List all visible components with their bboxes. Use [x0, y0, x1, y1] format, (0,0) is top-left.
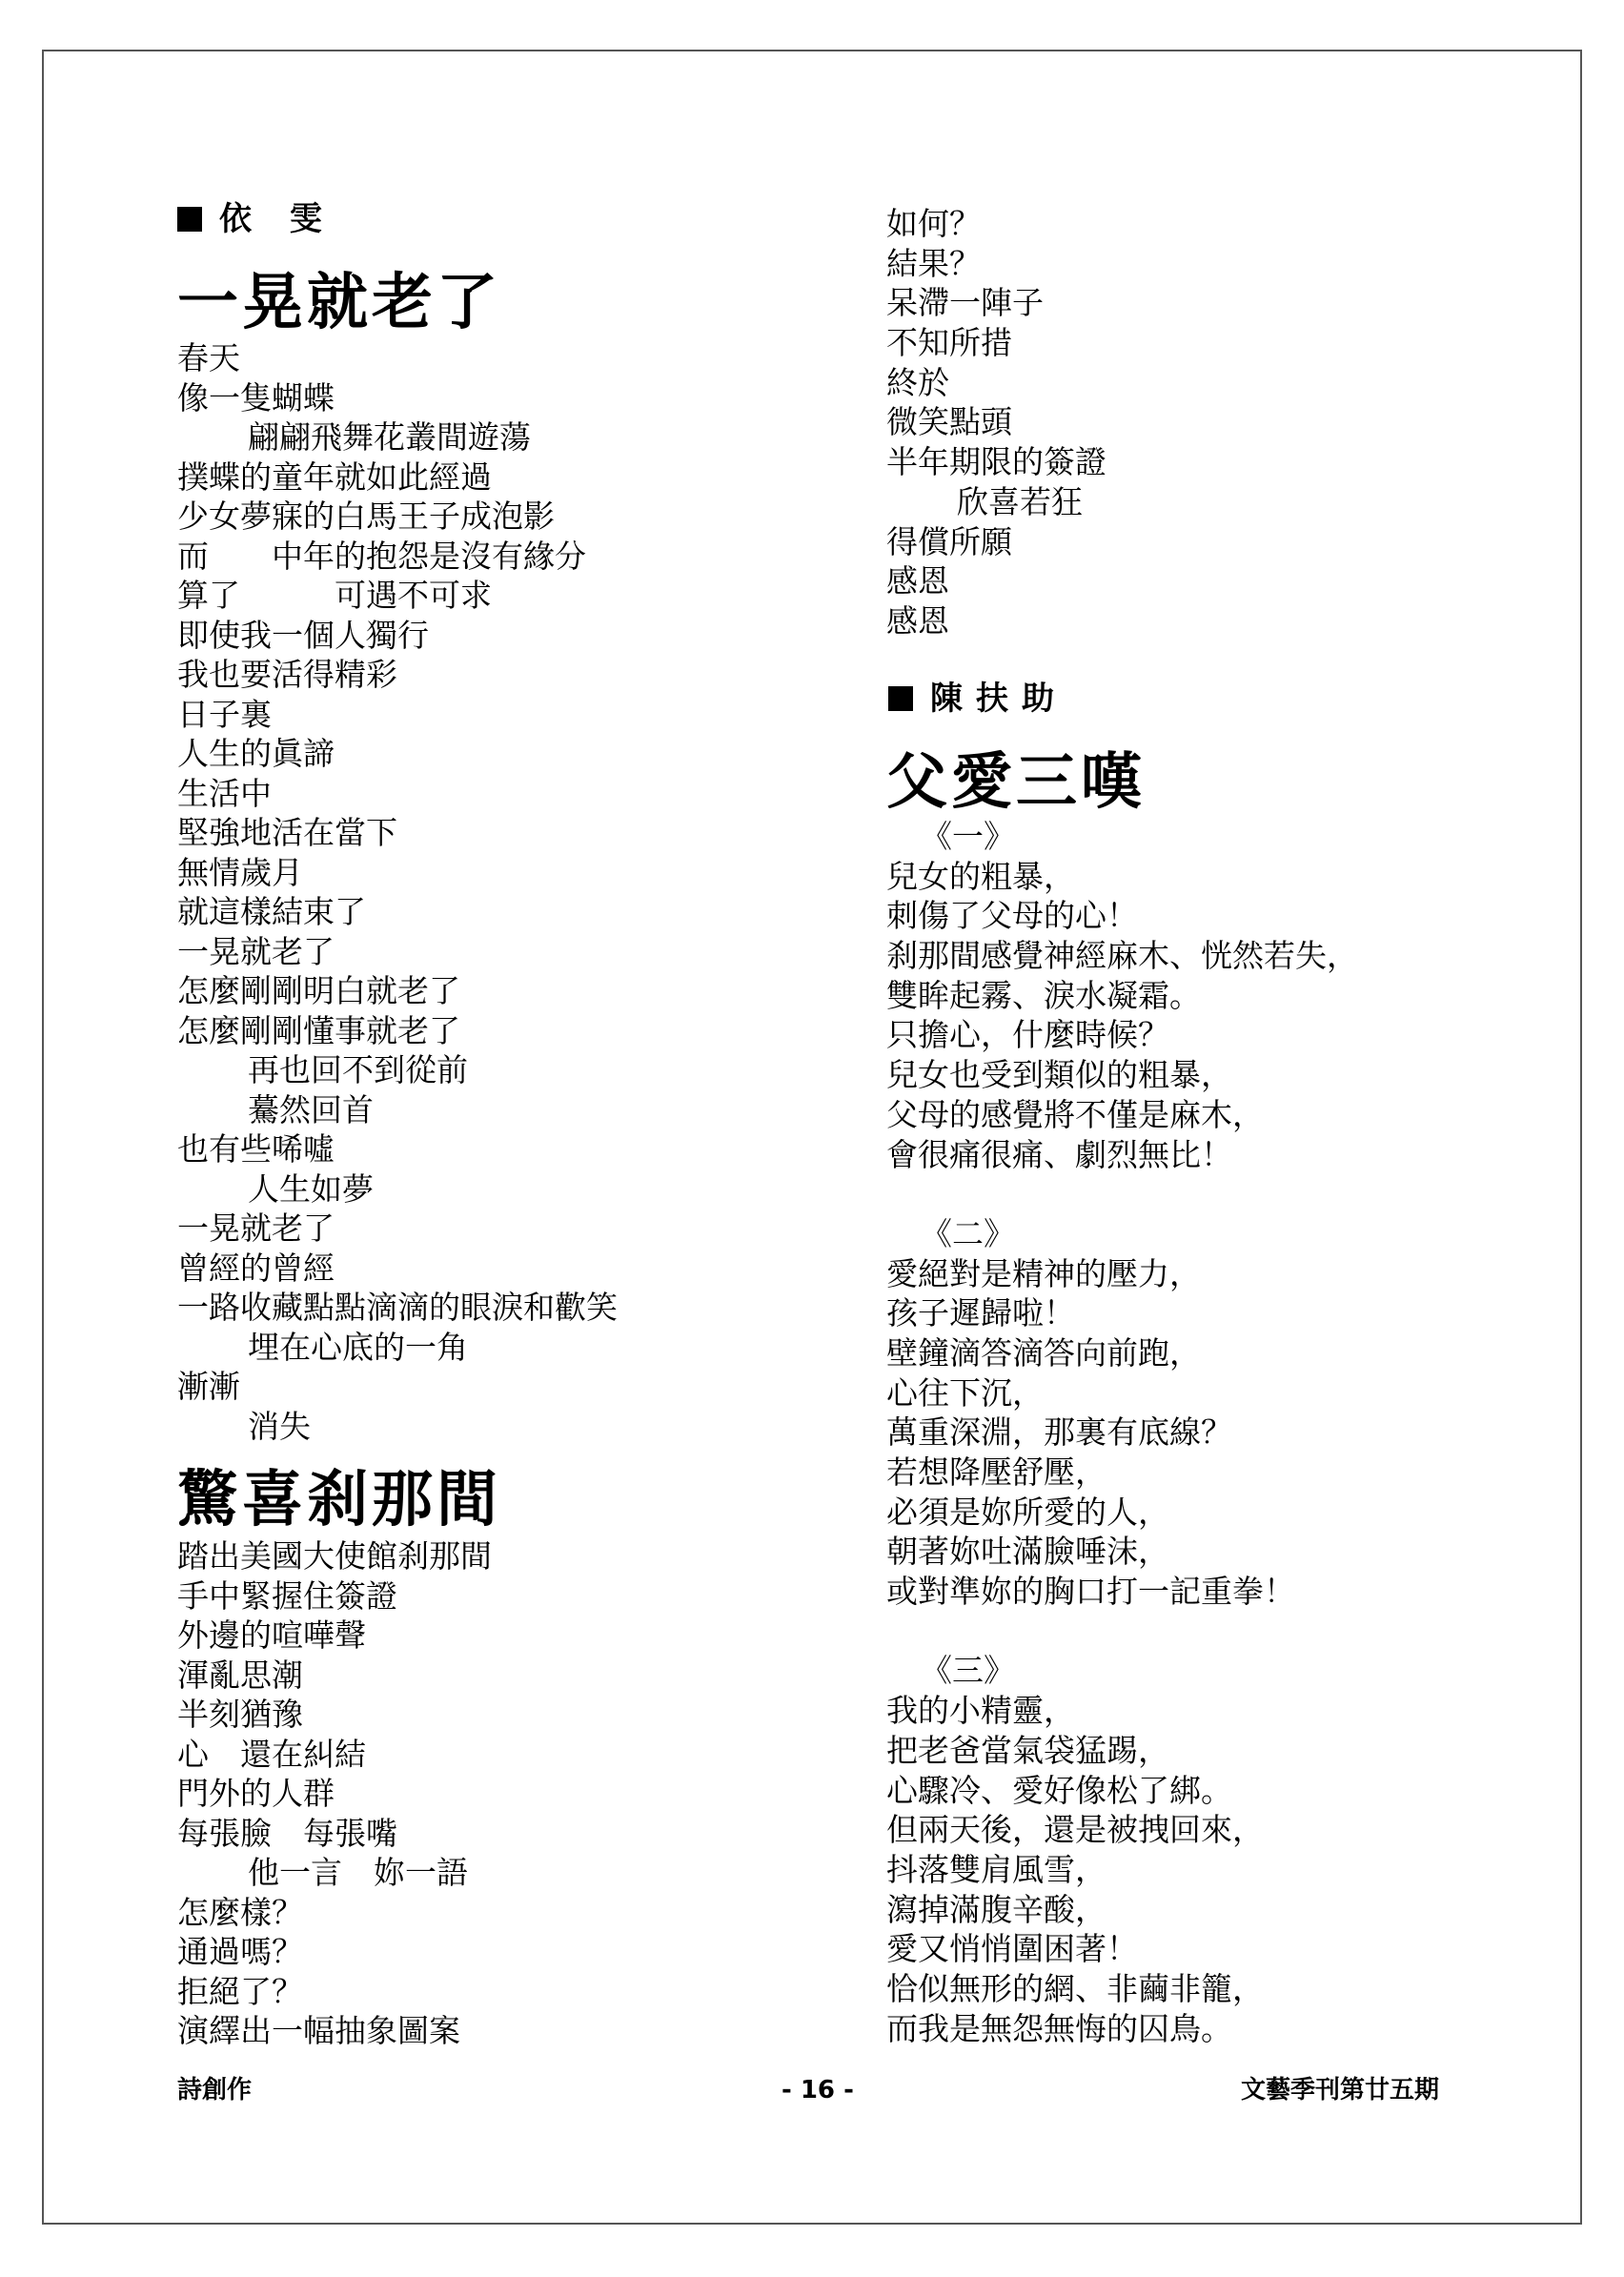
poem-line: 外邊的喧嘩聲 [177, 1616, 366, 1654]
poem-line: 一晃就老了 [177, 932, 335, 970]
poem-line: 得償所願 [886, 522, 1012, 560]
stanza-gap [886, 1174, 1358, 1214]
poem-line: 只擔心，什麼時候？ [886, 1016, 1169, 1054]
poem-line: 驀然回首 [248, 1090, 374, 1128]
poem-line: 抖落雙肩風雪， [886, 1850, 1106, 1888]
author-name-text: 陳扶助 [930, 680, 1067, 718]
poem-line: 像一隻蝴蝶 [177, 378, 335, 417]
poem-title: 驚喜刹那間 [177, 1464, 501, 1535]
poem-line: 通過嗎？ [177, 1933, 303, 1970]
poem-line: 父母的感覺將不僅是麻木， [886, 1095, 1264, 1133]
poem-line: 把老爸當氣袋猛踢， [886, 1731, 1169, 1769]
poem-line: 孩子遲歸啦！ [886, 1294, 1075, 1332]
poem-body [886, 817, 1358, 2048]
poem-body [177, 338, 618, 1446]
poem-line: 埋在心底的一角 [248, 1328, 468, 1366]
poem-body-continued [886, 204, 1106, 641]
black-square-bullet-icon [177, 207, 202, 232]
poem-title: 父愛三嘆 [886, 746, 1146, 818]
poem-line: 也有些唏噓 [177, 1130, 335, 1168]
poem-line: 終於 [886, 363, 949, 401]
poem-line: 人生如夢 [248, 1169, 374, 1208]
poem-line: 萬重深淵，那裏有底線？ [886, 1413, 1232, 1452]
poem-line: 手中緊握住簽證 [177, 1576, 397, 1615]
section-heading: 《三》 [921, 1652, 1015, 1690]
author-name [888, 680, 1067, 718]
poem-line: 每張臉 每張嘴 [177, 1814, 397, 1852]
poem-line: 雙眸起霧、淚水凝霜。 [886, 976, 1201, 1014]
poem-line: 必須是妳所愛的人， [886, 1493, 1169, 1531]
poem-line: 但兩天後，還是被拽回來， [886, 1811, 1264, 1849]
poem-line: 結果？ [886, 244, 981, 282]
poem-line: 踏出美國大使館刹那間 [177, 1537, 492, 1575]
poem-line: 拒絕了？ [177, 1972, 303, 2010]
poem-body [177, 1536, 492, 2051]
poem-line: 壁鐘滴答滴答向前跑， [886, 1333, 1201, 1372]
poem-line: 欣喜若狂 [957, 482, 1083, 520]
poem-line: 怎麼樣？ [177, 1893, 303, 1931]
poem-line: 就這樣結束了 [177, 893, 366, 930]
author-name-text: 依 雯 [219, 200, 335, 238]
poem-line: 刺傷了父母的心！ [886, 897, 1138, 935]
poem-line: 春天 [177, 339, 240, 376]
poem-line: 堅強地活在當下 [177, 814, 397, 851]
poem-line: 我也要活得精彩 [177, 656, 397, 693]
section-heading: 《二》 [921, 1214, 1015, 1252]
poem-line: 消失 [248, 1407, 311, 1445]
poem-line: 我的小精靈， [886, 1692, 1075, 1730]
poem-line: 日子裏 [177, 695, 272, 733]
poem-line: 半年期限的簽證 [886, 443, 1106, 481]
poem-line: 感恩 [886, 562, 949, 600]
footer-issue-label: 文藝季刊第廿五期 [1241, 2076, 1440, 2104]
poem-line: 怎麼剛剛明白就老了 [177, 972, 460, 1009]
poem-line: 即使我一個人獨行 [177, 616, 429, 654]
poem-line: 再也回不到從前 [248, 1051, 468, 1088]
poem-line: 撲蝶的童年就如此經過 [177, 457, 492, 496]
poem-line: 門外的人群 [177, 1775, 335, 1812]
poem-line: 生活中 [177, 774, 272, 812]
poem-line: 心驟冷、愛好像松了綁。 [886, 1771, 1232, 1809]
poem-line: 算了 可遇不可求 [177, 577, 492, 614]
poem-line: 一路收藏點點滴滴的眼淚和歡笑 [177, 1289, 618, 1326]
poem-line: 而我是無怨無悔的囚鳥。 [886, 2009, 1232, 2047]
poem-line: 如何？ [886, 205, 981, 242]
author-name [177, 200, 335, 238]
poem-line: 無情歲月 [177, 853, 303, 891]
poem-line: 呆滯一陣子 [886, 284, 1044, 322]
poem-line: 會很痛很痛、劇烈無比！ [886, 1135, 1232, 1173]
poem-line: 兒女的粗暴， [886, 857, 1075, 895]
stanza-gap [886, 1612, 1358, 1652]
footer-section-label: 詩創作 [177, 2076, 253, 2104]
section-heading: 《一》 [921, 818, 1015, 855]
poem-line: 心往下沉， [886, 1373, 1044, 1412]
poem-line: 人生的眞諦 [177, 735, 335, 772]
poem-line: 或對準妳的胸口打一記重拳！ [886, 1573, 1295, 1611]
poem-line: 怎麼剛剛懂事就老了 [177, 1011, 460, 1049]
poem-line: 翩翩飛舞花叢間遊蕩 [248, 418, 531, 456]
poem-line: 漸漸 [177, 1368, 240, 1405]
poem-line: 朝著妳吐滿臉唾沫， [886, 1533, 1169, 1571]
poem-line: 演繹出一幅抽象圖案 [177, 2012, 460, 2049]
poem-line: 曾經的曾經 [177, 1249, 335, 1287]
poem-line: 微笑點頭 [886, 403, 1012, 441]
poem-line: 恰似無形的網、非繭非籠， [886, 1969, 1264, 2007]
poem-line: 愛又悄悄圍困著！ [886, 1930, 1138, 1968]
page-number: - 16 - [782, 2076, 854, 2104]
poem-line: 渾亂思潮 [177, 1656, 303, 1694]
black-square-bullet-icon [888, 686, 913, 711]
poem-line: 愛絕對是精神的壓力， [886, 1254, 1201, 1292]
poem-line: 瀉掉滿腹辛酸， [886, 1890, 1106, 1928]
poem-line: 半刻猶豫 [177, 1696, 303, 1733]
poem-line: 他一言 妳一語 [248, 1854, 468, 1891]
poem-line: 若想降壓舒壓， [886, 1454, 1106, 1491]
poem-line: 不知所措 [886, 324, 1012, 362]
poem-title: 一晃就老了 [177, 267, 501, 338]
poem-line: 而 中年的抱怨是沒有緣分 [177, 537, 586, 575]
poem-line: 少女夢寐的白馬王子成泡影 [177, 498, 555, 535]
poem-line: 兒女也受到類似的粗暴， [886, 1056, 1232, 1094]
poem-line: 心 還在糾結 [177, 1735, 366, 1773]
poem-line: 一晃就老了 [177, 1210, 335, 1247]
poem-line: 感恩 [886, 601, 949, 640]
poem-line: 刹那間感覺神經麻木、恍然若失， [886, 937, 1358, 975]
